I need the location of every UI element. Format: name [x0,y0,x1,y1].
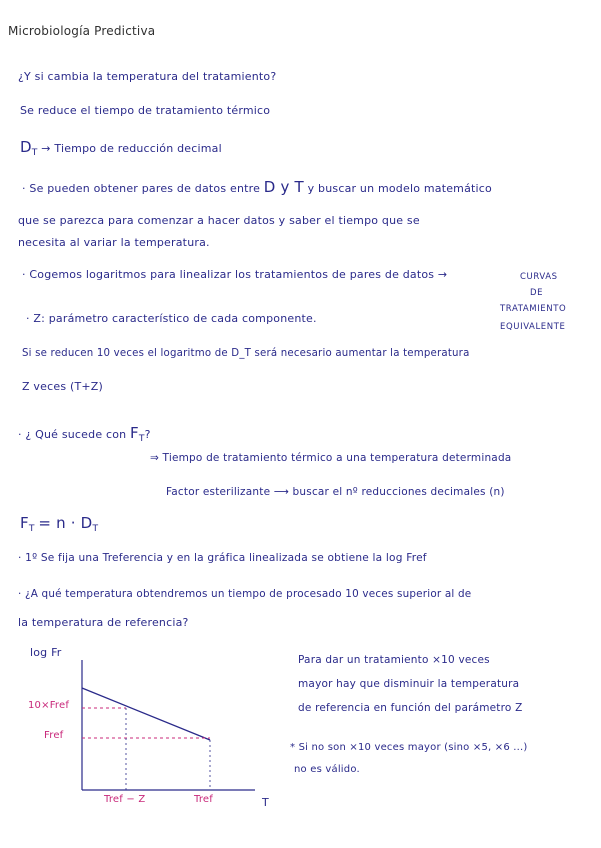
chart-x-label: T [262,796,269,809]
paragraph-logs: · Cogemos logaritmos para linealizar los tratamientos de pares de datos → [22,268,448,281]
curvas-label-2: DE [530,288,544,298]
dt-symbol: D [20,138,32,156]
d-and-t: D y T [263,178,304,196]
paragraph-question-10x: · ¿A qué temperatura obtendremos un tiempo de procesado 10 veces superior al de [18,588,472,600]
fr-symbol: F [130,424,139,442]
side-note-line5: no es válido. [294,764,360,775]
fr-definition-2: Factor esterilizante ⟶ buscar el nº reducciones decimales (n) [166,486,505,498]
question-fr-label: · ¿ Qué sucede con [18,428,127,441]
paragraph-question-10x-line2: la temperatura de referencia? [18,616,189,629]
curvas-label-1: CURVAS [520,272,558,282]
dt-definition-text: → Tiempo de reducción decimal [41,142,222,155]
paragraph-pairs-text-b: y buscar un modelo matemático [307,182,492,195]
side-note-line4: * Si no son ×10 veces mayor (sino ×5, ×6 ...) [290,742,528,753]
paragraph-z-parameter: · Z: parámetro característico de cada componente. [26,312,317,325]
fr-eq-subscript-2: T [92,523,99,535]
chart-xtick-tref-z: Tref − Z [104,794,146,805]
chart-ytick-10fref: 10×Fref [28,700,70,711]
paragraph-z-times: Z veces (T+Z) [22,380,104,393]
paragraph-pairs-text: · Se pueden obtener pares de datos entre [22,182,261,195]
side-note-line2: mayor hay que disminuir la temperatura [298,678,520,690]
question-temperature-change: ¿Y si cambia la temperatura del tratamiento? [18,70,277,83]
paragraph-pairs-line3: necesita al variar la temperatura. [18,236,210,249]
chart-y-label: log Fr [30,646,62,659]
answer-reduce-time: Se reduce el tiempo de tratamiento térmico [20,104,271,117]
curvas-label-3: TRATAMIENTO [500,304,567,314]
paragraph-pairs-line2: que se parezca para comenzar a hacer datos y saber el tiempo que se [18,214,420,227]
fr-question-mark: ? [144,428,151,441]
chart-series-line [82,688,210,740]
fr-eq-subscript: T [28,523,35,535]
paragraph-log-reduction: Si se reducen 10 veces el logaritmo de D_T será necesario aumentar la temperatura [22,348,470,359]
side-note-line1: Para dar un tratamiento ×10 veces [298,654,490,666]
paragraph-tref: · 1º Se fija una Treferencia y en la gráfica linealizada se obtiene la log Fref [18,552,427,564]
side-note-line3: de referencia en función del parámetro Z [298,702,523,714]
fr-subscript: T [138,433,145,445]
fr-definition-1-text: Tiempo de tratamiento térmico a una temperatura determinada [162,452,512,464]
curvas-label-4: EQUIVALENTE [500,322,566,332]
dt-subscript: T [31,147,38,159]
page-title: Microbiología Predictiva [8,24,156,38]
fr-definition-1-prefix: ⇒ [150,452,159,464]
fr-eq-symbol: F [20,514,29,532]
chart-xtick-tref: Tref [194,794,214,805]
chart-ytick-fref: Fref [44,730,64,741]
fr-eq-rest: = n · D [38,514,93,532]
